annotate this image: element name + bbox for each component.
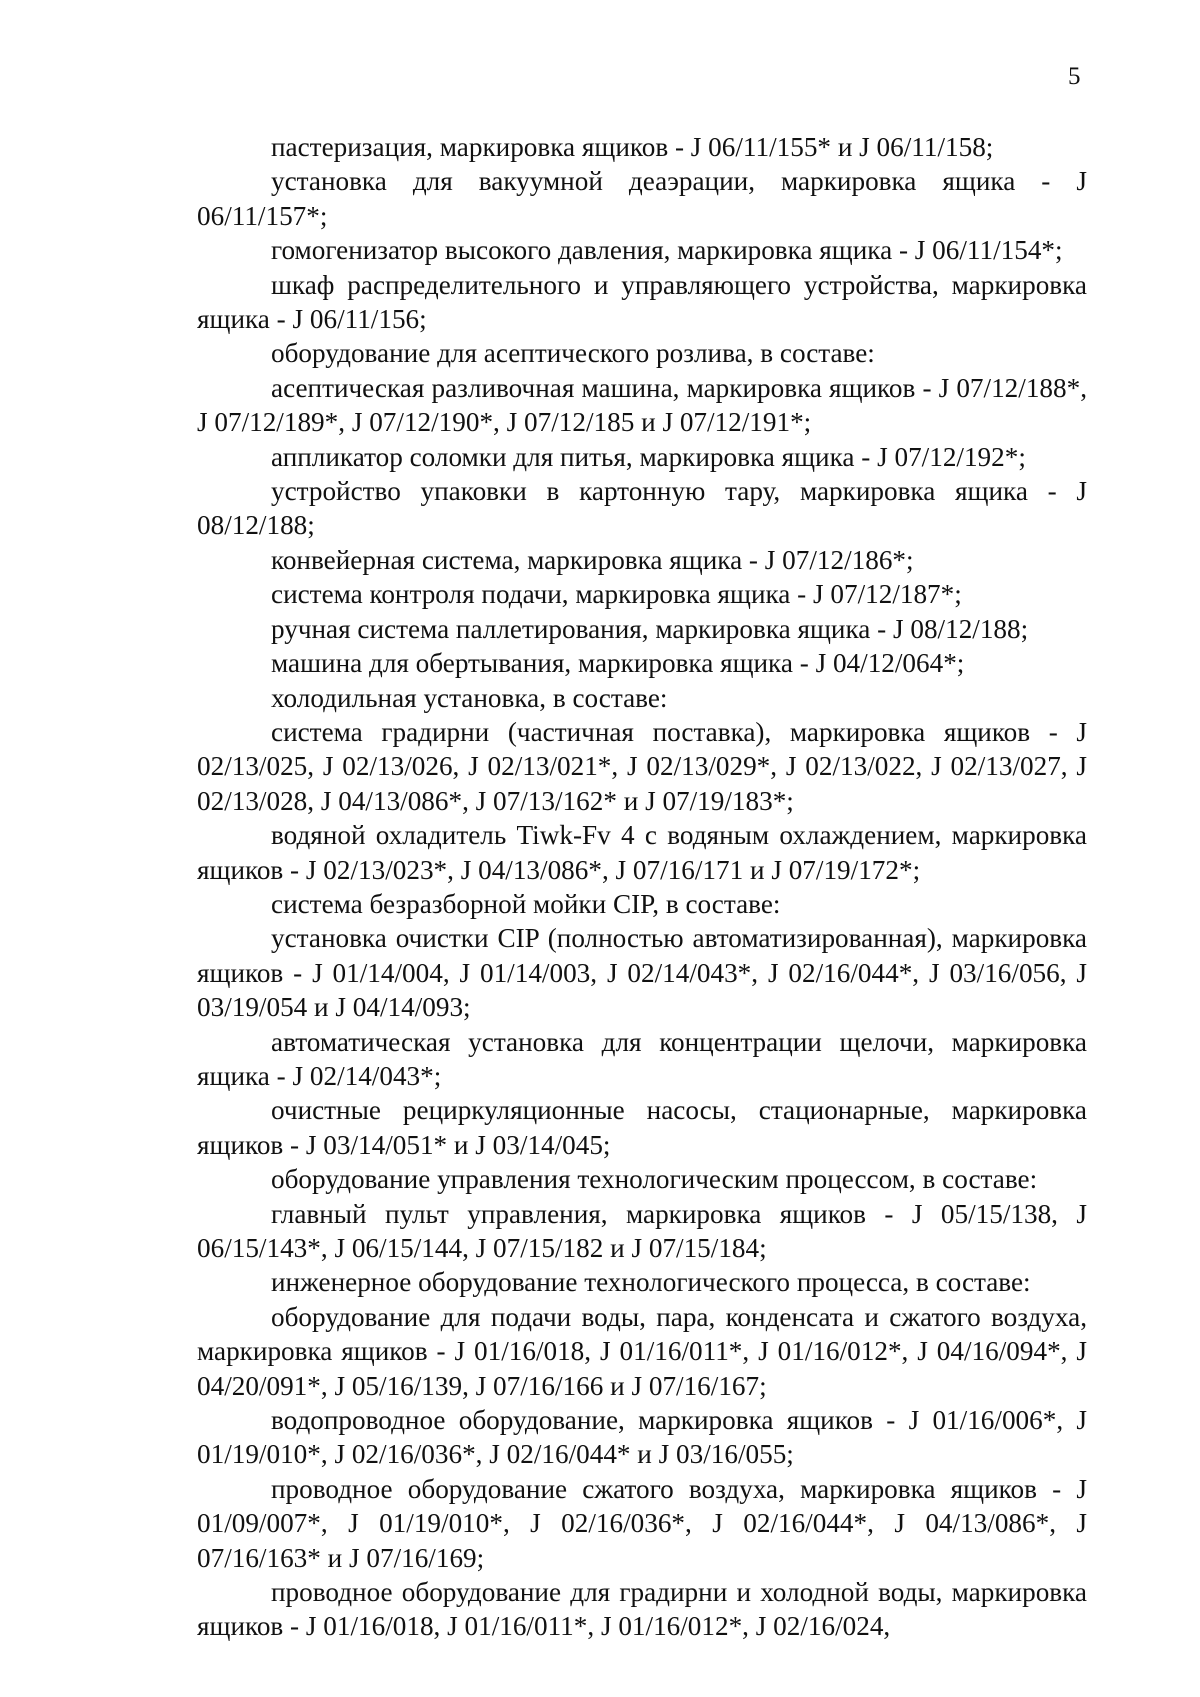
paragraph: холодильная установка, в составе:: [271, 682, 668, 713]
paragraph: оборудование управления технологическим процессом, в составе:: [271, 1164, 1038, 1195]
paragraph: водяной охладитель Tiwk-Fv 4 с водяным охлаждением, маркировка ящиков - J 02/13/023*, J 04/13/086*, J 07/16/171 и J 07/19/172*;: [197, 820, 1087, 885]
paragraph: установка для вакуумной деаэрации, маркировка ящика - J 06/11/157*;: [197, 166, 1087, 231]
paragraph: оборудование для асептического розлива, в составе:: [271, 338, 875, 369]
paragraph: проводное оборудование для градирни и холодной воды, маркировка ящиков - J 01/16/018, J 01/16/011*, J 01/16/012*, J 02/16/024,: [197, 1577, 1087, 1642]
paragraph: пастеризация, маркировка ящиков - J 06/11/155* и J 06/11/158;: [271, 132, 994, 162]
paragraph: система безразборной мойки CIP, в составе:: [271, 888, 781, 919]
paragraph: асептическая разливочная машина, маркировка ящиков - J 07/12/188*, J 07/12/189*, J 07/12/190*, J 07/12/185 и J 07/12/191*;: [197, 372, 1087, 438]
page-number: 5: [1068, 63, 1081, 90]
paragraph: система контроля подачи, маркировка ящика - J 07/12/187*;: [271, 579, 962, 610]
paragraph: проводное оборудование сжатого воздуха, маркировка ящиков - J 01/09/007*, J 01/19/010*, J 02/16/036*, J 02/16/044*, J 04/13/086*, J 07/16/163* и J 07/16/169;: [197, 1473, 1087, 1573]
paragraph: очистные рециркуляционные насосы, стационарные, маркировка ящиков - J 03/14/051* и J 03/14/045;: [197, 1095, 1087, 1160]
paragraph: главный пульт управления, маркировка ящиков - J 05/15/138, J 06/15/143*, J 06/15/144, J 07/15/182 и J 07/15/184;: [197, 1198, 1087, 1263]
paragraph: система градирни (частичная поставка), маркировка ящиков - J 02/13/025, J 02/13/026, J 02/13/021*, J 02/13/029*, J 02/13/022, J 02/13/027, J 02/13/028, J 04/13/086*, J 07/13/162* и J 07/19/183*;: [197, 716, 1087, 816]
paragraph: ручная система паллетирования, маркировка ящика - J 08/12/188;: [271, 613, 1029, 644]
paragraph: устройство упаковки в картонную тару, маркировка ящика - J 08/12/188;: [197, 476, 1087, 541]
paragraph: конвейерная система, маркировка ящика - J 07/12/186*;: [271, 544, 914, 575]
paragraph: водопроводное оборудование, маркировка ящиков - J 01/16/006*, J 01/19/010*, J 02/16/036*, J 02/16/044* и J 03/16/055;: [197, 1405, 1087, 1470]
paragraph: аппликатор соломки для питья, маркировка ящика - J 07/12/192*;: [271, 441, 1026, 472]
paragraph: машина для обертывания, маркировка ящика - J 04/12/064*;: [271, 648, 965, 679]
paragraph: установка очистки CIP (полностью автоматизированная), маркировка ящиков - J 01/14/004, J 01/14/003, J 02/14/043*, J 02/16/044*, J 03/16/056, J 03/19/054 и J 04/14/093;: [197, 923, 1087, 1023]
paragraph: гомогенизатор высокого давления, маркировка ящика - J 06/11/154*;: [271, 235, 1063, 266]
paragraph: инженерное оборудование технологического процесса, в составе:: [271, 1267, 1031, 1298]
paragraph: оборудование для подачи воды, пара, конденсата и сжатого воздуха, маркировка ящиков - J 01/16/018, J 01/16/011*, J 01/16/012*, J 04/16/094*, J 04/20/091*, J 05/16/139, J 07/16/166 и J 07/16/167;: [197, 1301, 1087, 1401]
paragraph: шкаф распределительного и управляющего устройства, маркировка ящика - J 06/11/156;: [197, 269, 1087, 335]
document-body: [197, 130, 1087, 1644]
paragraph: автоматическая установка для концентрации щелочи, маркировка ящика - J 02/14/043*;: [197, 1026, 1087, 1091]
